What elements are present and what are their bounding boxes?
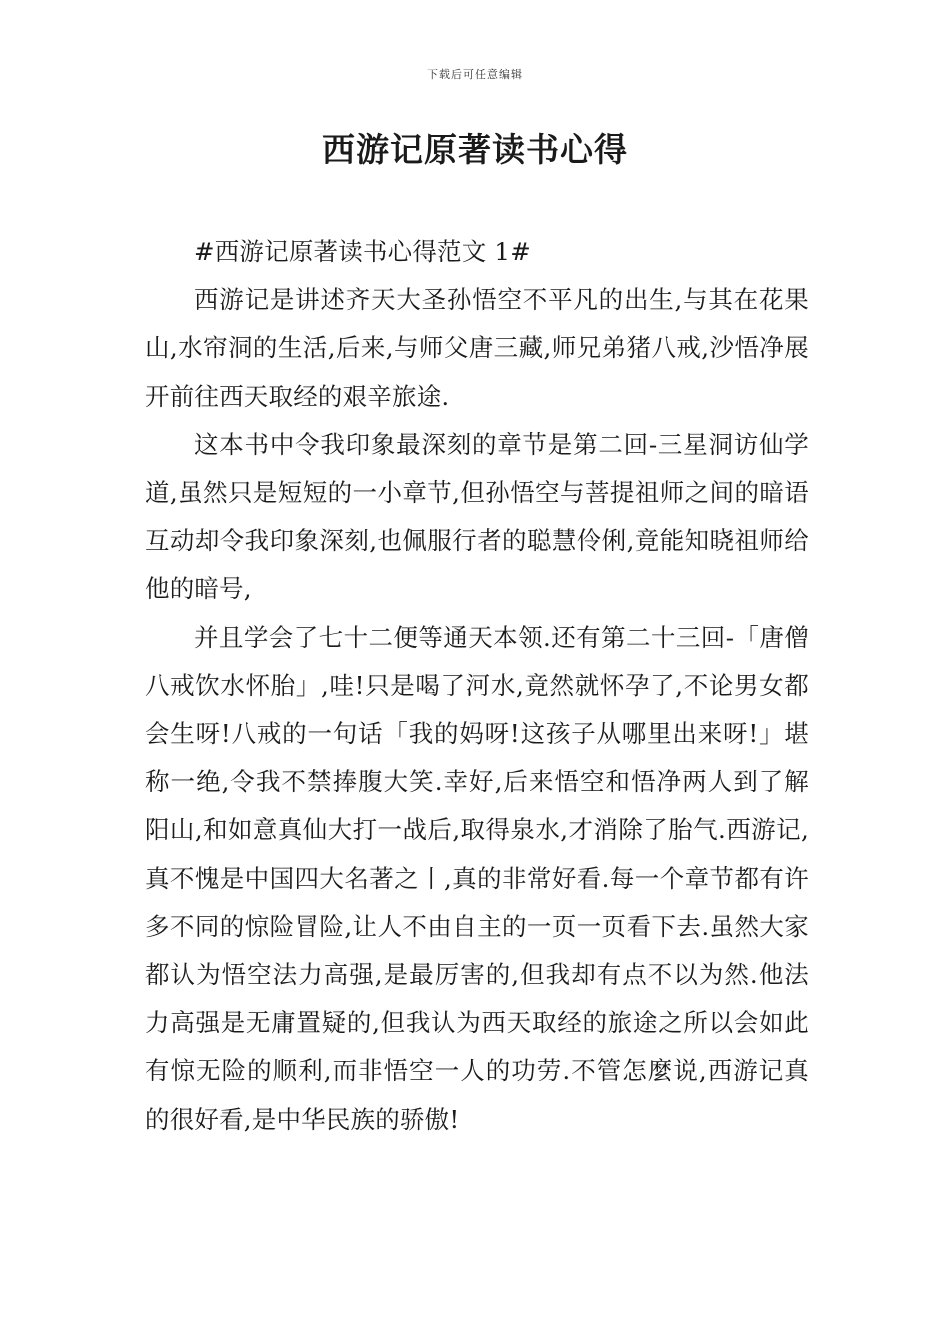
document-body — [145, 228, 809, 1144]
document-title: 西游记原著读书心得 — [322, 130, 628, 169]
section-heading: #西游记原著读书心得范文 1# — [194, 237, 531, 266]
paragraph-1: 西游记是讲述齐天大圣孙悟空不平凡的出生,与其在花果山,水帘洞的生活,后来,与师父唐三藏,师兄弟猪八戒,沙悟净展开前往西天取经的艰辛旅途. — [145, 285, 809, 411]
header-note: 下载后可任意编辑 — [427, 68, 523, 81]
paragraph-3: 并且学会了七十二便等通天本领.还有第二十三回-「唐僧八戒饮水怀胎」,哇!只是喝了河水,竟然就怀孕了,不论男女都会生呀!八戒的一句话「我的妈呀!这孩子从哪里出来呀!」堪称一绝,令我不禁捧腹大笑.幸好,后来悟空和悟净两人到了解阳山,和如意真仙大打一战后,取得泉水,才消除了胎气.西游记,真不愧是中国四大名著之丨,真的非常好看.每一个章节都有许多不同的惊险冒险,让人不由自主的一页一页看下去.虽然大家都认为悟空法力高强,是最厉害的,但我却有点不以为然.他法力高强是无庸置疑的,但我认为西天取经的旅途之所以会如此有惊无险的顺利,而非悟空一人的功劳.不管怎麼说,西游记真的很好看,是中华民族的骄傲! — [145, 622, 809, 1134]
paragraph-2: 这本书中令我印象最深刻的章节是第二回-三星洞访仙学道,虽然只是短短的一小章节,但孙悟空与菩提祖师之间的暗语互动却令我印象深刻,也佩服行者的聪慧伶俐,竟能知晓祖师给他的暗号, — [145, 429, 809, 604]
